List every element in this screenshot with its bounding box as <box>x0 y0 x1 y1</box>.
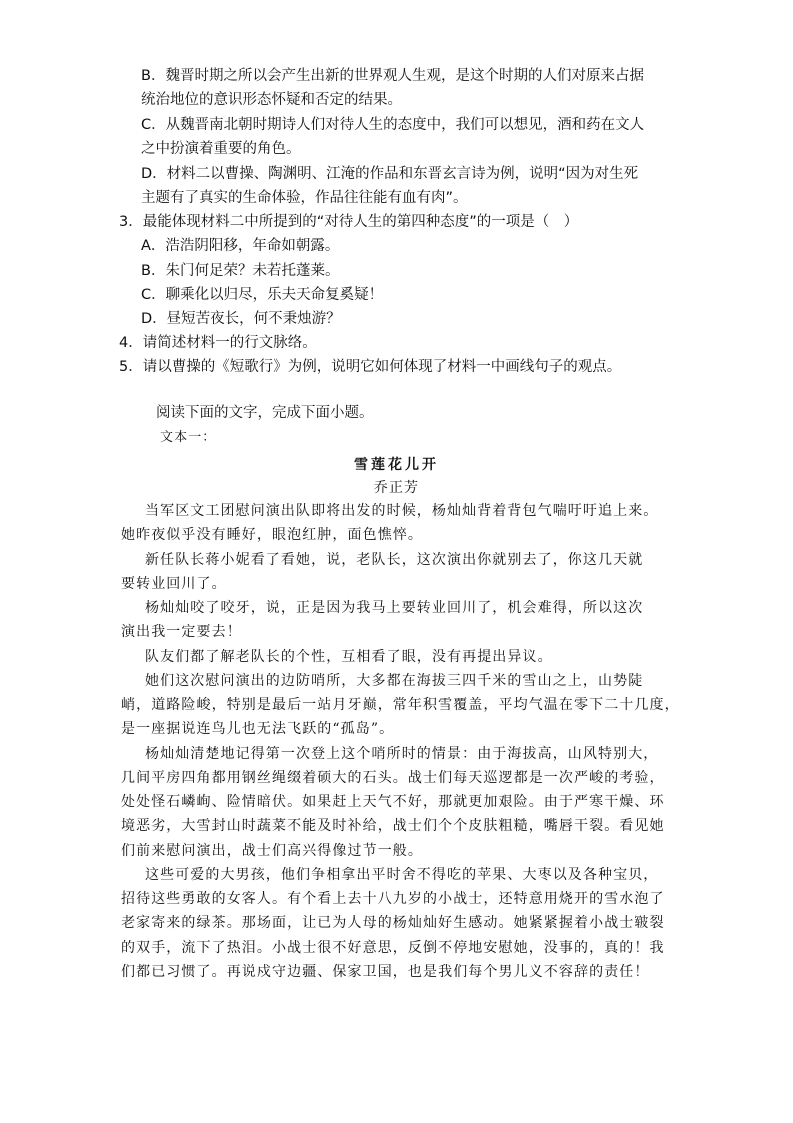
q3-option-b: B．朱门何足荣？未若托蓬莱。 <box>141 263 340 279</box>
story-paragraph-line: 的双手，流下了热泪。小战士很不好意思，反倒不停地安慰她，没事的，真的！我 <box>121 940 665 956</box>
story-paragraph-line: 们都已习惯了。再说戍守边疆、保家卫国，也是我们每个男儿义不容辞的责任！ <box>121 964 650 980</box>
option-b-line1: B．魏晋时期之所以会产生出新的世界观人生观，是这个时期的人们对原来占据 <box>141 68 644 84</box>
story-author: 乔正芳 <box>373 480 420 496</box>
story-paragraph-line: 当军区文工团慰问演出队即将出发的时候，杨灿灿背着背包气喘吁吁追上来。 <box>145 503 659 519</box>
story-paragraph-line: 杨灿灿清楚地记得第一次登上这个哨所时的情景：由于海拔高，山风特别大， <box>145 746 659 762</box>
story-title: 雪莲花儿开 <box>354 457 439 473</box>
option-d-line1: D．材料二以曹操、陶渊明、江淹的作品和东晋玄言诗为例，说明“因为对生死 <box>141 166 639 182</box>
story-paragraph-line: 杨灿灿咬了咬牙，说，正是因为我马上要转业回川了，机会难得，所以这次 <box>145 600 644 616</box>
story-paragraph-line: 要转业回川了。 <box>121 576 227 592</box>
story-paragraph-line: 她昨夜似乎没有睡好，眼泡红肿，面色憔悴。 <box>121 527 423 543</box>
story-paragraph-line: 老家寄来的绿茶。那场面，让已为人母的杨灿灿好生感动。她紧紧握着小战士皲裂 <box>121 915 665 931</box>
question-5: 5．请以曹操的《短歌行》为例，说明它如何体现了材料一中画线句子的观点。 <box>119 359 622 375</box>
option-d-line2: 主题有了真实的生命体验，作品往往能有血有肉”。 <box>141 190 468 206</box>
story-paragraph-line: 峭，道路险峻，特别是最后一站月牙巅，常年积雪覆盖，平均气温在零下二十几度， <box>121 697 680 713</box>
story-paragraph-line: 们前来慰问演出，战士们高兴得像过节一般。 <box>121 843 423 859</box>
story-paragraph-line: 新任队长蒋小妮看了看她，说，老队长，这次演出你就别去了，你这几天就 <box>145 552 644 568</box>
option-c-line1: C．从魏晋南北朝时期诗人们对待人生的态度中，我们可以想见，酒和药在文人 <box>141 117 645 133</box>
story-paragraph-line: 她们这次慰问演出的边防哨所，大多都在海拔三四千米的雪山之上，山势陡 <box>145 673 644 689</box>
story-paragraph-line: 境恶劣，大雪封山时蔬菜不能及时补给，战士们个个皮肤粗糙，嘴唇干裂。看见她 <box>121 818 665 834</box>
q3-option-a: A．浩浩阴阳移，年命如朝露。 <box>141 238 340 254</box>
story-paragraph-line: 处处怪石嶙峋、险情暗伏。如果赶上天气不好，那就更加艰险。由于严寒干燥、环 <box>121 794 665 810</box>
q3-option-c: C．聊乘化以归尽，乐夫天命复奚疑！ <box>141 287 384 303</box>
story-paragraph-line: 招待这些勇敢的女客人。有个看上去十八九岁的小战士，还特意用烧开的雪水泡了 <box>121 891 665 907</box>
story-paragraph-line: 这些可爱的大男孩，他们争相拿出平时舍不得吃的苹果、大枣以及各种宝贝， <box>145 867 659 883</box>
option-b-line2: 统治地位的意识形态怀疑和否定的结果。 <box>141 92 402 108</box>
option-c-line2: 之中扮演着重要的角色。 <box>141 141 301 157</box>
story-paragraph-line: 几间平房四角都用钢丝绳缀着硕大的石头。战士们每天巡逻都是一次严峻的考验， <box>121 770 665 786</box>
q3-option-d: D．昼短苦夜长，何不秉烛游？ <box>141 311 341 327</box>
story-paragraph-line: 演出我一定要去！ <box>121 624 242 640</box>
text-one-label: 文本一： <box>160 430 217 445</box>
story-paragraph-line: 队友们都了解老队长的个性，互相看了眼，没有再提出异议。 <box>145 649 553 665</box>
question-3: 3．最能体现材料二中所提到的“对待人生的第四种态度”的一项是（ ） <box>119 214 579 230</box>
reading-instruction: 阅读下面的文字，完成下面小题。 <box>156 405 374 421</box>
question-4: 4．请简述材料一的行文脉络。 <box>119 335 317 351</box>
story-paragraph-line: 是一座据说连鸟儿也无法飞跃的“孤岛”。 <box>121 721 395 737</box>
